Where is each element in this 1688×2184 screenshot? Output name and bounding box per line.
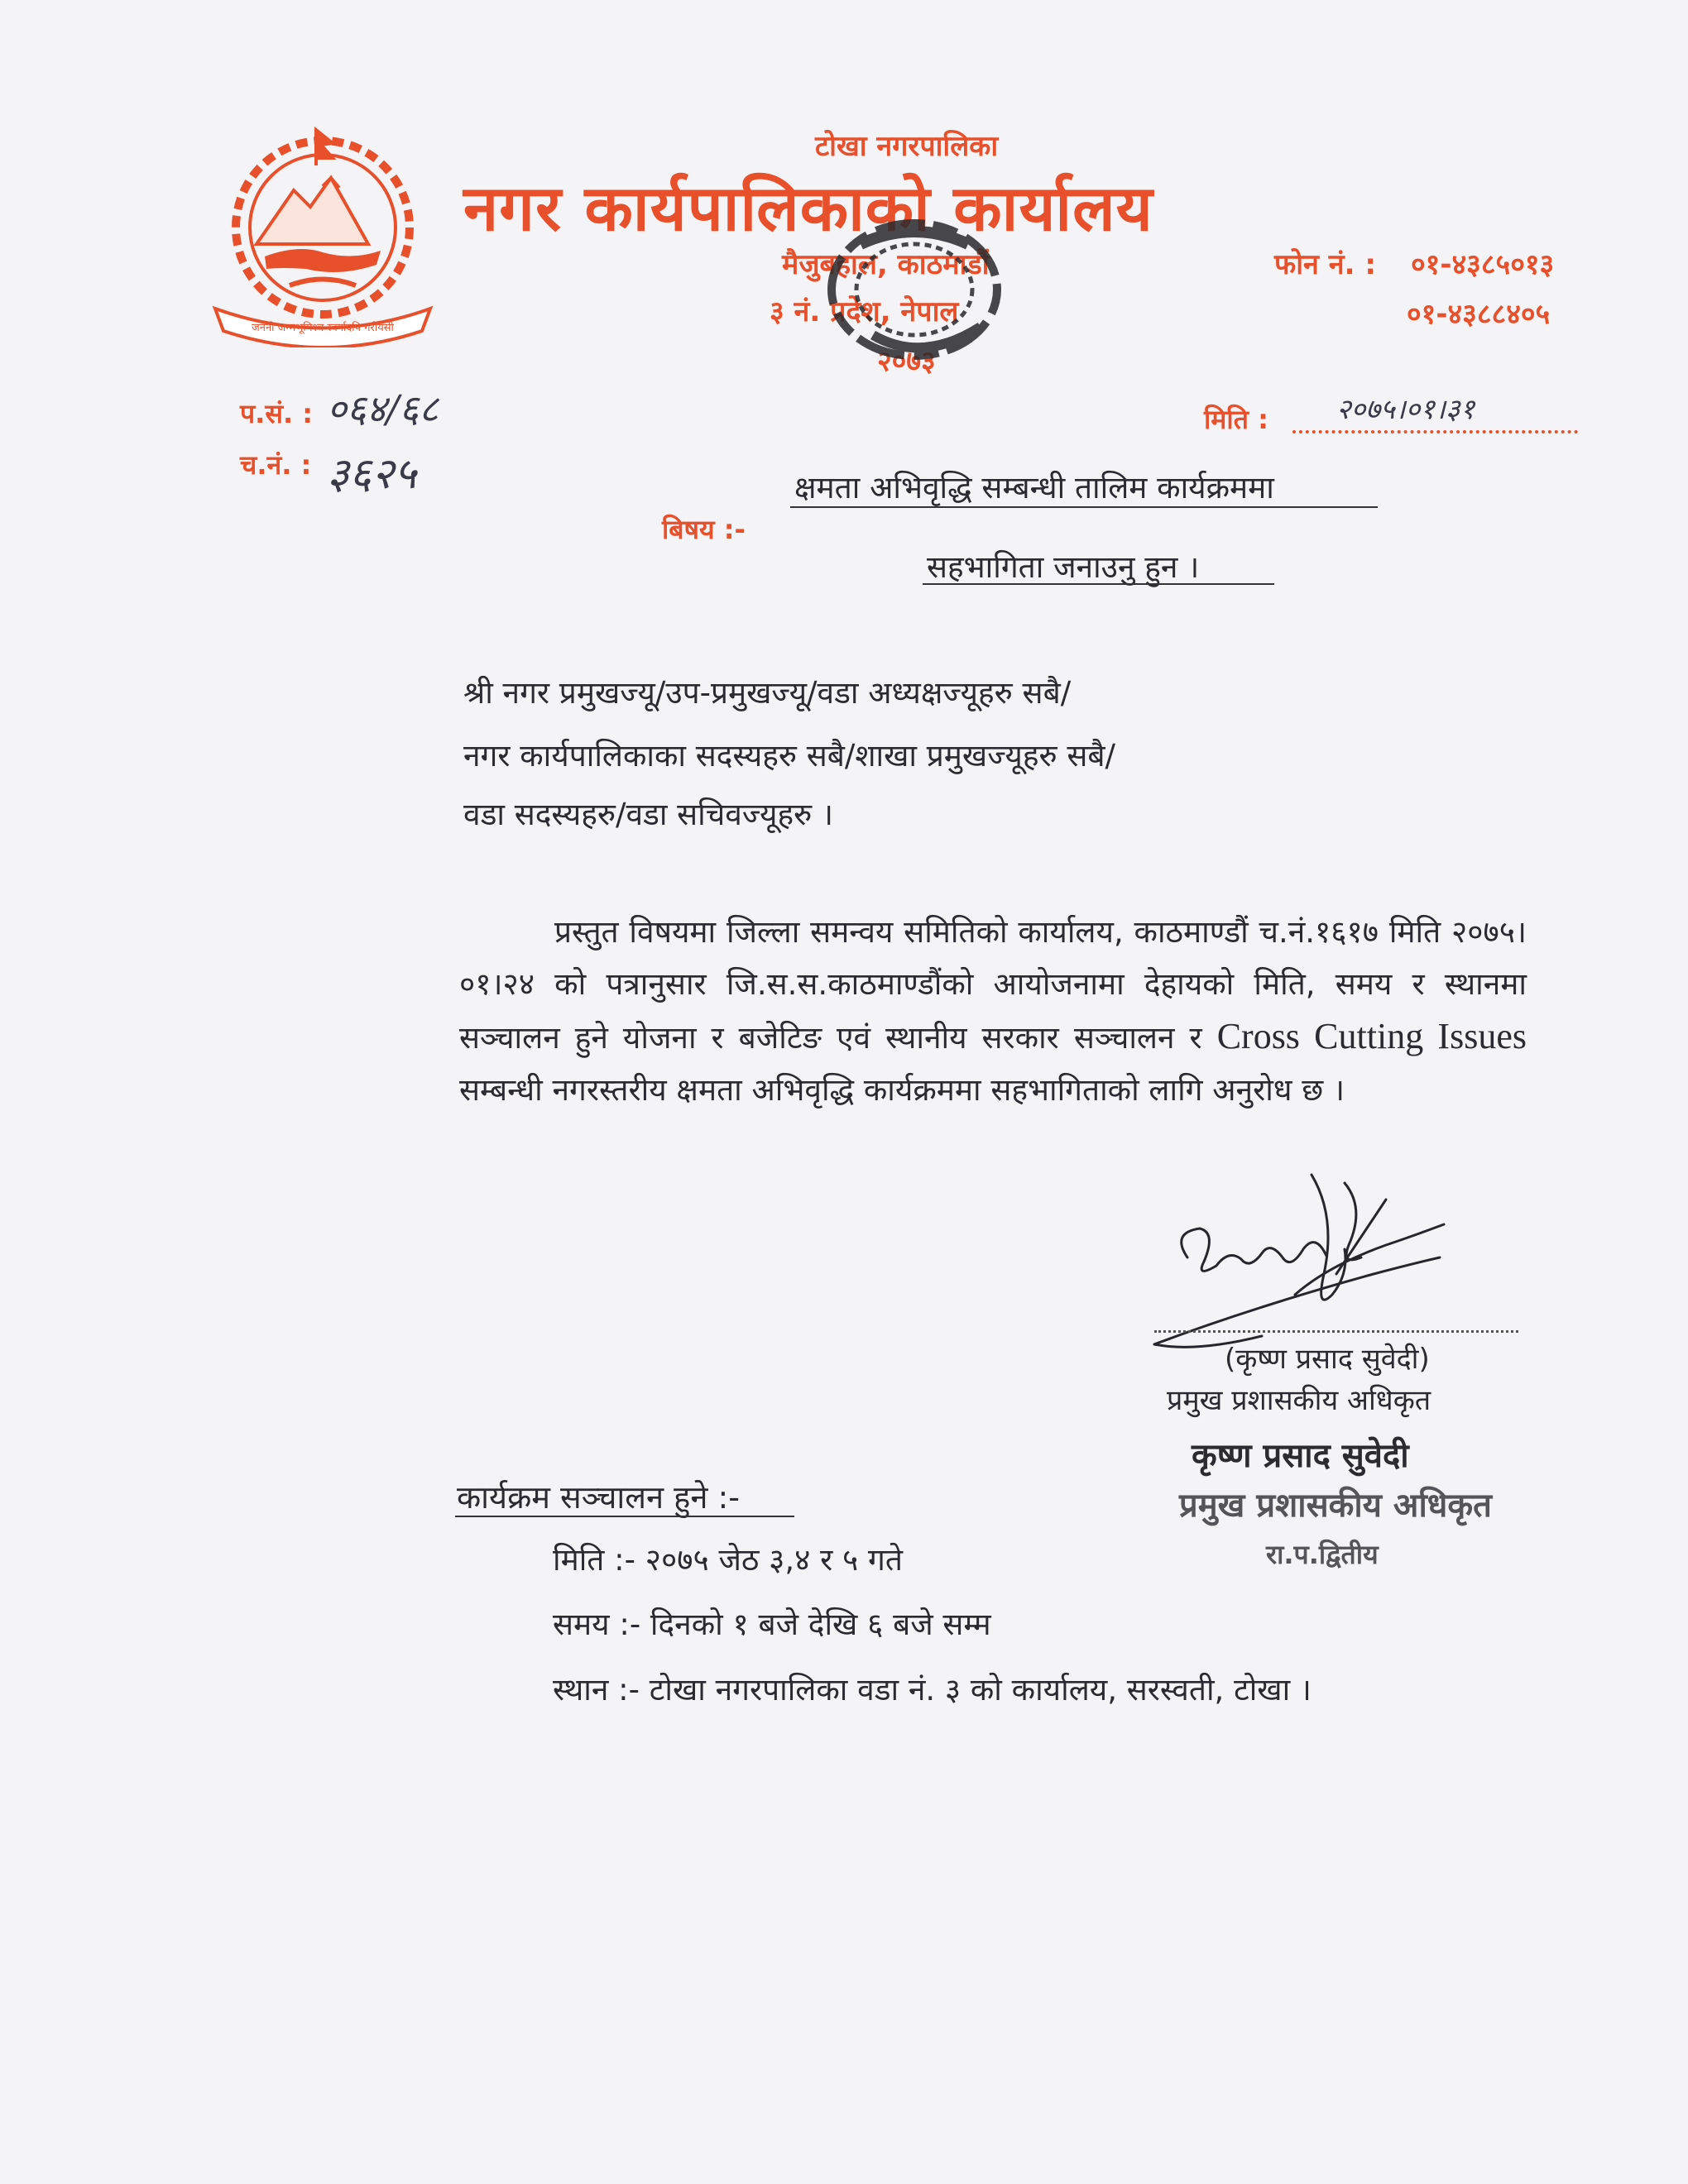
signatory-stamp-title: प्रमुख प्रशासकीय अधिकृत (1179, 1487, 1492, 1525)
office-seal-stamp-icon (774, 211, 1047, 385)
svg-text:जननी जन्मभूमिश्च स्वर्गादपि गर: जननी जन्मभूमिश्च स्वर्गादपि गरीयसी (252, 322, 394, 334)
reference-ps-value: ०६४/६८ (327, 386, 439, 431)
date-dotted-line (1292, 430, 1578, 433)
addressee-line-2: नगर कार्यपालिकाका सदस्यहरु सबै/शाखा प्रमुखज्यूहरु सबै/ (463, 738, 1115, 774)
body-text-part-1: प्रस्तुत विषयमा जिल्ला समन्वय समितिको कार्यालय, काठमाण्डौं च.नं.१६१७ मिति २०७५।०१।२४ को पत्रानुसार जि.स.स.काठमाण्डौंको आयोजनामा देहायको मिति, समय र स्थानमा सञ्चालन हुने योजना र बजेटिङ एवं स्थानीय सरकार सञ्चालन र (459, 914, 1527, 1056)
body-paragraph (459, 906, 1527, 1116)
nepal-emblem-icon (207, 120, 439, 347)
program-heading: कार्यक्रम सञ्चालन हुने :- (457, 1479, 741, 1516)
program-date: मिति :- २०७५ जेठ ३,४ र ५ गते (553, 1542, 903, 1578)
subject-line-2: सहभागिता जनाउनु हुन । (927, 549, 1200, 585)
reference-cn-value: ३६२५ (327, 449, 417, 499)
phone-label: फोन नं. : (1274, 248, 1376, 281)
phone-number-2: ०१-४३८८४०५ (1407, 298, 1551, 331)
signatory-stamp-name: कृष्ण प्रसाद सुवेदी (1192, 1437, 1409, 1475)
subject-label: बिषय :- (662, 514, 746, 545)
program-time: समय :- दिनको १ बजे देखि ६ बजे सम्म (553, 1607, 991, 1642)
phone-number-1: ०१-४३८५०१३ (1411, 248, 1555, 281)
addressee-line-1: श्री नगर प्रमुखज्यू/उप-प्रमुखज्यू/वडा अध्यक्षज्यूहरु सबै/ (463, 675, 1072, 711)
subject-underline-1 (790, 506, 1378, 508)
office-address-line-2: ३ नं. प्रदेश, नेपाल (770, 295, 959, 328)
date-value: २०७५।०१।३१ (1336, 393, 1475, 426)
signatory-title: प्रमुख प्रशासकीय अधिकृत (1167, 1384, 1431, 1417)
date-label: मिति : (1204, 404, 1268, 435)
municipality-name: टोखा नगरपालिका (815, 130, 999, 163)
subject-underline-2 (923, 583, 1274, 585)
subject-line-1: क्षमता अभिवृद्धि सम्बन्धी तालिम कार्यक्रममा (794, 470, 1274, 505)
addressee-line-3: वडा सदस्यहरु/वडा सचिवज्यूहरु । (463, 797, 834, 832)
handwritten-signature-icon (1138, 1166, 1460, 1365)
office-title: नगर कार्यपालिकाको कार्यालय (463, 171, 1153, 245)
signatory-name: (कृष्ण प्रसाद सुवेदी) (1225, 1343, 1430, 1376)
signatory-stamp-class: रा.प.द्वितीय (1266, 1539, 1379, 1570)
body-text-latin: Cross Cutting Issues (1216, 1016, 1527, 1056)
reference-cn-label: च.नं. : (240, 449, 312, 481)
reference-ps-label: प.सं. : (240, 398, 314, 429)
signature-dotted-line (1154, 1330, 1518, 1333)
office-address-line-1: मैजुबहाल, काठमाडौं (782, 248, 990, 281)
body-text-part-2: सम्बन्धी नगरस्तरीय क्षमता अभिवृद्धि कार्यक्रममा सहभागिताको लागि अनुरोध छ । (459, 1072, 1345, 1108)
program-place: स्थान :- टोखा नगरपालिका वडा नं. ३ को कार्यालय, सरस्वती, टोखा । (553, 1672, 1312, 1707)
established-year: २०७३ (877, 345, 936, 378)
program-heading-underline (455, 1516, 794, 1517)
